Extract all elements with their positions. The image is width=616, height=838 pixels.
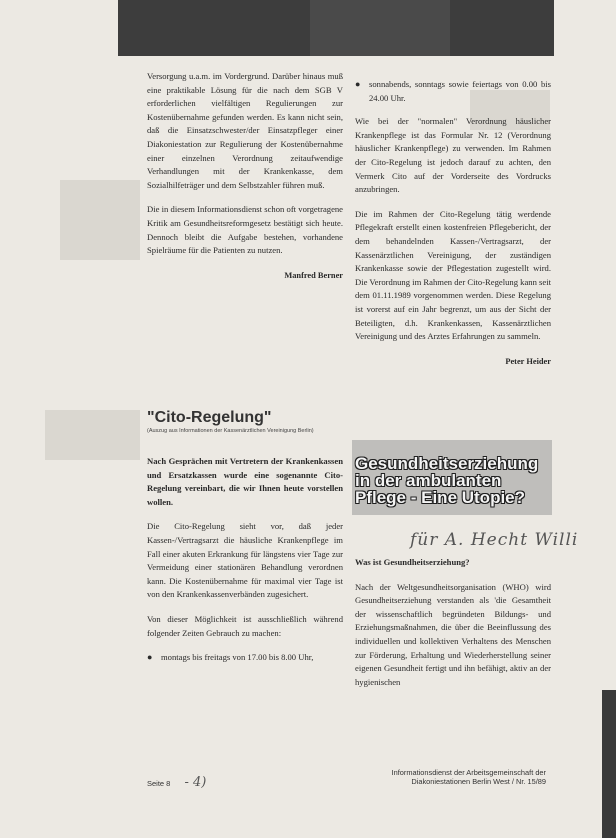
page-number: Seite 8 bbox=[147, 779, 171, 788]
bleed-through-mark bbox=[45, 410, 140, 460]
right-column bbox=[355, 78, 551, 379]
right-paragraph-1: Wie bei der "normalen" Verordnung häuslicher Krankenpflege ist das Formular Nr. 12 (Verordnung häuslicher Krankenpflege) zu verwenden. Im Rahmen der Cito-Regelung ist jedoch darauf zu achten, den Vermerk Cito auf der Vorderseite des Vordrucks anzubringen. bbox=[355, 116, 551, 195]
footer-line-2: Diakoniestationen Berlin West / Nr. 15/89 bbox=[411, 777, 546, 786]
footer-line-1: Informationsdienst der Arbeitsgemeinschaft der bbox=[391, 768, 546, 777]
cito-subheading: (Auszug aus Informationen der Kassenärztlichen Vereinigung Berlin) bbox=[147, 428, 314, 434]
bullet-dot-icon: ● bbox=[355, 79, 361, 89]
signature-berner: Manfred Berner bbox=[284, 270, 343, 280]
bullet-weekdays bbox=[147, 651, 343, 665]
cito-paragraph-2: Von dieser Möglichkeit ist ausschließlich während folgender Zeiten Gebrauch zu machen: bbox=[147, 613, 343, 638]
signature-heider: Peter Heider bbox=[505, 356, 551, 366]
handwritten-note: für A. Hecht Willi bbox=[410, 530, 579, 550]
left-intro-paragraph: Versorgung u.a.m. im Vordergrund. Darüber hinaus muß eine praktikable Lösung für die nach dem SGB V erforderlichen vielfältigen Regulierungen zur Kostenübernahme gefunden werden. Es kann nicht sein, daß die Einsatzschwester/der Einsatzpfleger einer Diakoniestation zur Regulierung der Kostenübernahme einer einzelnen Verordnung zeitaufwendige Verhandlungen mit der Krankenkasse, dem Sozialhilfeträger und dem Selbstzahler führen muß. bbox=[147, 71, 343, 190]
cito-heading: "Cito-Regelung" bbox=[147, 409, 272, 426]
page-footer-left bbox=[147, 775, 206, 790]
gesundheit-paragraph: Nach der Weltgesundheitsorganisation (WHO) wird Gesundheitserziehung verstanden als 'die Gesamtheit der wissenschaftlich begründeten Bildungs- und Erziehungsmaßnahmen, die über die Beeinflussung des individuellen und kollektiven Verhaltens des Menschen zur Förderung, Erhaltung und Wiederherstellung seiner eigenen Gesundheit fertigt und ihn befähigt, aktiv an der hygienischen bbox=[355, 581, 551, 687]
page-number-handwritten: - 4) bbox=[184, 775, 207, 790]
page-edge-shadow bbox=[602, 690, 616, 838]
cito-body bbox=[147, 455, 343, 675]
top-band-highlight bbox=[310, 0, 450, 56]
cito-lead: Nach Gesprächen mit Vertretern der Krankenkassen und Ersatzkassen wurde eine sogenannte Cito-Regelung vereinbart, die wir Ihnen heute vorstellen wollen. bbox=[147, 456, 343, 507]
gesundheit-body bbox=[355, 556, 551, 700]
right-paragraph-2: Die im Rahmen der Cito-Regelung tätig werdende Pflegekraft erstellt einen kostenfreien Pflegebericht, der dem behandelnden Kassen-/Vertragsarzt, der Kassenärztlichen Vereinigung, der zuständigen Krankenkasse sowie der Pflegestation zugestellt wird. Die Verordnung im Rahmen der Cito-Regelung kann seit dem 01.11.1989 vorgenommen werden. Diese Regelung ist vorerst auf ein Jahr begrenzt, um aus der Sicht der Beteiligten, d.h. Krankenkassen, Kassenärztlichen Vereinigung und des Arztes Erfahrungen zu sammeln. bbox=[355, 208, 551, 342]
bleed-through-mark bbox=[60, 180, 140, 260]
bullet-text: montags bis freitags von 17.00 bis 8.00 Uhr, bbox=[161, 652, 314, 663]
cito-paragraph-1: Die Cito-Regelung sieht vor, daß jeder Kassen-/Vertragsarzt die häusliche Krankenpflege im Fall einer akuten Erkrankung für längstens vier Tage zur Vermeidung einer stationären Behandlung verordnen kann. Die Kostenübernahme für maximal vier Tage ist von den Krankenkassenverbänden zugesichert. bbox=[147, 521, 343, 600]
bullet-dot-icon: ● bbox=[147, 652, 153, 663]
gesundheit-heading: Gesundheitserziehung in der ambulanten Pflege - Eine Utopie? bbox=[355, 454, 539, 507]
left-second-paragraph: Die in diesem Informationsdienst schon oft vorgetragene Kritik am Gesundheitsreformgesetz bestätigt sich heute. Dennoch bleibt die Aufgabe bestehen, vorhandene Spielräume für die Patienten zu nutzen. bbox=[147, 204, 343, 256]
bullet-weekend bbox=[355, 78, 551, 105]
page-footer-right bbox=[370, 768, 546, 786]
left-column bbox=[147, 70, 343, 293]
bullet-text: sonnabends, sonntags sowie feiertags von 0.00 bis 24.00 Uhr. bbox=[369, 79, 551, 103]
gesundheit-question: Was ist Gesundheitserziehung? bbox=[355, 557, 470, 567]
